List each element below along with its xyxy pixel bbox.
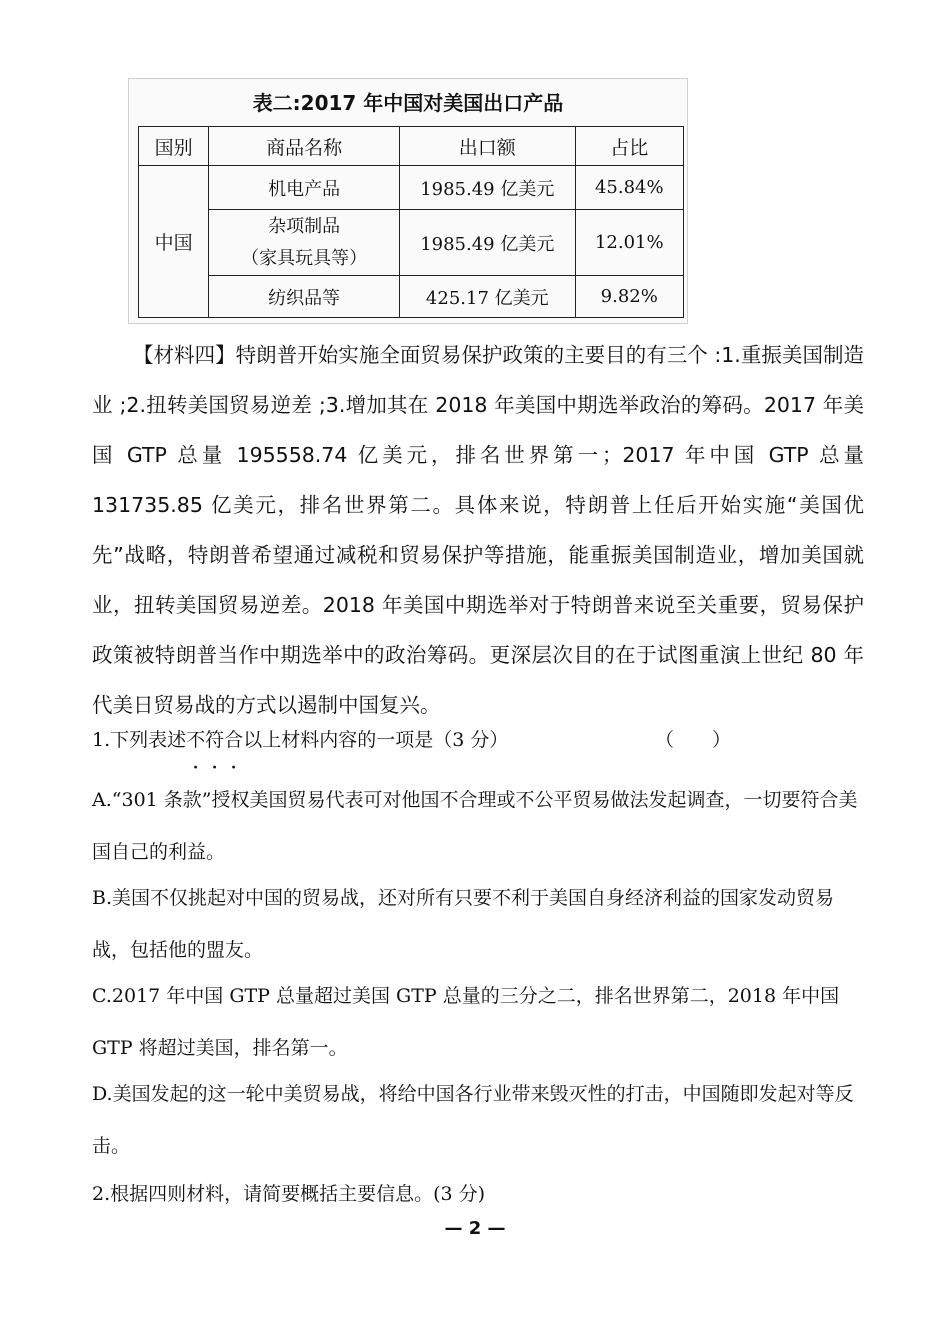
header-share: 占比 — [575, 127, 683, 166]
product-cell: 纺织品等 — [209, 276, 400, 318]
emphasis-char: 合 — [224, 729, 244, 751]
header-country: 国别 — [139, 127, 209, 166]
amount-cell: 425.17 亿美元 — [400, 276, 576, 318]
table-row — [139, 166, 684, 210]
table-row — [139, 276, 684, 318]
table-2-title: 表二:2017 年中国对美国出口产品 — [252, 91, 564, 115]
page-number: — 2 — — [444, 1218, 506, 1239]
option-a: A.“301 条款”授权美国贸易代表可对他国不合理或不公平贸易做法发起调查，一切要符合美国自己的利益。 — [92, 789, 858, 863]
export-table — [138, 126, 684, 318]
material-4-paragraph: 【材料四】特朗普开始实施全面贸易保护政策的主要目的有三个 :1.重振美国制造业 ;2.扭转美国贸易逆差 ;3.增加其在 2018 年美国中期选举政治的筹码。2017 年美国 GTP 总量 195558.74 亿美元，排名世界第一；2017 年中国 GTP 总量 131735.85 亿美元，排名世界第二。具体来说，特朗普上任后开始实施“美国优先”战略，特朗普希望通过减税和贸易保护等措施，能重振美国制造业，增加美国就业，扭转美国贸易逆差。2018 年美国中期选举对于特朗普来说至关重要，贸易保护政策被特朗普当作中期选举中的政治筹码。更深层次目的在于试图重演上世纪 80 年代美日贸易战的方式以遏制中国复兴。 — [92, 343, 864, 717]
header-amount: 出口额 — [400, 127, 576, 166]
emphasis-char: 符 — [205, 729, 225, 751]
answer-bracket: （ ） — [655, 729, 732, 751]
share-cell: 12.01% — [575, 210, 683, 276]
header-product: 商品名称 — [209, 127, 400, 166]
table-2-figure — [128, 78, 688, 324]
emphasis-char: 不 — [186, 729, 206, 751]
option-d: D.美国发起的这一轮中美贸易战，将给中国各行业带来毁灭性的打击，中国随即发起对等反击。 — [92, 1083, 854, 1157]
share-cell: 45.84% — [575, 166, 683, 210]
amount-cell: 1985.49 亿美元 — [400, 210, 576, 276]
question-1-stem — [92, 718, 864, 762]
option-c: C.2017 年中国 GTP 总量超过美国 GTP 总量的三分之二，排名世界第二，2018 年中国 GTP 将超过美国，排名第一。 — [92, 985, 840, 1059]
product-line-1: 杂项制品 — [268, 215, 341, 237]
share-cell: 9.82% — [575, 276, 683, 318]
question-2: 2.根据四则材料，请简要概括主要信息。(3 分) — [92, 1183, 486, 1205]
product-line-2: （家具玩具等） — [241, 247, 368, 269]
amount-cell: 1985.49 亿美元 — [400, 166, 576, 210]
table-row — [139, 210, 684, 276]
question-1-prefix: 1.下列表述 — [92, 729, 187, 751]
table-header-row — [139, 127, 684, 166]
product-cell — [209, 210, 400, 276]
question-1-suffix: 以上材料内容的一项是（3 分） — [243, 729, 509, 751]
country-cell: 中国 — [139, 166, 209, 318]
option-b: B.美国不仅挑起对中国的贸易战，还对所有只要不利于美国自身经济利益的国家发动贸易战，包括他的盟友。 — [92, 887, 835, 961]
product-cell: 机电产品 — [209, 166, 400, 210]
